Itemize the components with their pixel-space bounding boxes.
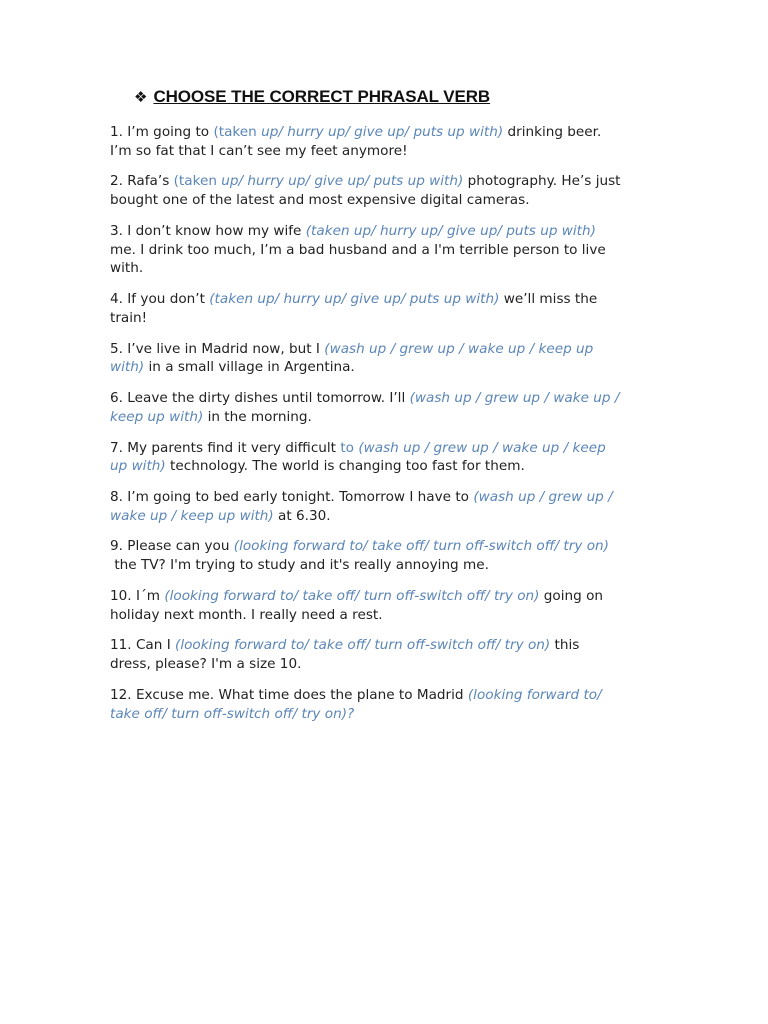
answer-options: (wash up / grew up / wake up / keep [358, 439, 606, 456]
answer-options: (looking forward to/ take off/ turn off-switch off/ try on) [164, 587, 540, 604]
question-text: with. [110, 260, 144, 277]
question-text: 7. My parents find it very difficult [110, 439, 341, 456]
question-line [110, 259, 670, 278]
title-row [134, 86, 490, 108]
diamond-bullet-icon: ❖ [134, 88, 148, 106]
question-7 [110, 439, 670, 476]
question-line [110, 686, 670, 705]
answer-options: ? [347, 705, 355, 722]
question-line [110, 142, 670, 161]
question-text: 9. Please can you [110, 538, 234, 555]
question-text: holiday next month. I really need a rest. [110, 606, 383, 623]
answer-options: up/ hurry up/ give up/ puts up with) [221, 173, 464, 190]
question-line [110, 705, 670, 724]
question-12 [110, 686, 670, 723]
question-10 [110, 587, 670, 624]
question-text: me. I drink too much, I’m a bad husband and a I'm terrible person to live [110, 241, 606, 258]
question-line [110, 172, 670, 191]
answer-options: to [340, 439, 359, 456]
question-line [110, 537, 670, 556]
question-text: 11. Can I [110, 637, 176, 654]
question-text: going on [539, 587, 604, 604]
question-text: 2. Rafa’s [110, 173, 174, 190]
question-line [110, 408, 670, 427]
answer-options: (taken [213, 124, 262, 140]
question-text: train! [110, 309, 148, 326]
question-text: 6. Leave the dirty dishes until tomorrow. I’ll [110, 390, 410, 407]
answer-options: (wash up / grew up / wake up / keep up [324, 340, 594, 357]
question-line [110, 655, 670, 674]
question-line [110, 457, 670, 476]
answer-options: (looking forward to/ [467, 686, 602, 703]
question-line [110, 439, 670, 458]
question-text: in a small village in Argentina. [144, 359, 355, 376]
question-line [110, 340, 670, 359]
answer-options: keep up with) [110, 408, 204, 425]
answer-options: with) [110, 359, 145, 376]
question-line [110, 507, 670, 526]
question-text: I’m so fat that I can’t see my feet anymore! [110, 142, 408, 159]
answer-options: up/ hurry up/ give up/ puts up with) [261, 124, 504, 140]
answer-options: wake up / keep up with) [110, 507, 274, 524]
question-text: dress, please? I'm a size 10. [110, 656, 302, 673]
page-title: CHOOSE THE CORRECT PHRASAL VERB [153, 87, 491, 106]
question-text: 4. If you don’t [110, 291, 210, 308]
question-1 [110, 123, 670, 160]
answer-options: up with) [110, 458, 166, 475]
question-6 [110, 389, 670, 426]
question-line [110, 358, 670, 377]
question-text: 12. Excuse me. What time does the plane to Madrid [110, 686, 468, 703]
question-line [110, 290, 670, 309]
question-line [110, 389, 670, 408]
question-text: 5. I’ve live in Madrid now, but I [110, 340, 325, 357]
question-line [110, 309, 670, 328]
answer-options: (wash up / grew up / [473, 488, 613, 505]
question-line [110, 636, 670, 655]
question-2 [110, 172, 670, 209]
answer-options: (looking forward to/ take off/ turn off-switch off/ try on) [175, 637, 551, 654]
question-line [110, 123, 670, 142]
answer-options: (taken up/ hurry up/ give up/ puts up with) [305, 222, 596, 239]
question-text: 8. I’m going to bed early tonight. Tomorrow I have to [110, 488, 474, 505]
question-4 [110, 290, 670, 327]
question-3 [110, 222, 670, 278]
answer-options: (taken up/ hurry up/ give up/ puts up with) [209, 291, 500, 308]
question-text: technology. The world is changing too fast for them. [165, 458, 525, 475]
question-text: in the morning. [203, 408, 312, 425]
question-line [110, 191, 670, 210]
question-text: 1. I’m going to [110, 124, 214, 140]
question-text: at 6.30. [273, 507, 331, 524]
answer-options: (taken [173, 173, 222, 190]
question-5 [110, 340, 670, 377]
question-line [110, 222, 670, 241]
question-line [110, 241, 670, 260]
question-text: drinking beer. [503, 124, 602, 140]
question-line [110, 606, 670, 625]
question-text: this [550, 637, 580, 654]
questions-list [110, 123, 670, 735]
answer-options: (wash up / grew up / wake up / [409, 390, 620, 407]
question-8 [110, 488, 670, 525]
question-11 [110, 636, 670, 673]
question-text: we’ll miss the [499, 291, 598, 308]
question-text: 3. I don’t know how my wife [110, 222, 306, 239]
answer-options: (looking forward to/ take off/ turn off-switch off/ try on) [233, 538, 609, 555]
question-text: photography. He’s just [463, 173, 621, 190]
question-line [110, 556, 670, 575]
answer-options: take off/ turn off-switch off/ try on) [110, 705, 348, 722]
question-9 [110, 537, 670, 574]
question-line [110, 488, 670, 507]
question-text: the TV? I'm trying to study and it's really annoying me. [110, 557, 489, 574]
question-text: bought one of the latest and most expensive digital cameras. [110, 192, 530, 209]
question-line [110, 587, 670, 606]
question-text: 10. I´m [110, 587, 165, 604]
